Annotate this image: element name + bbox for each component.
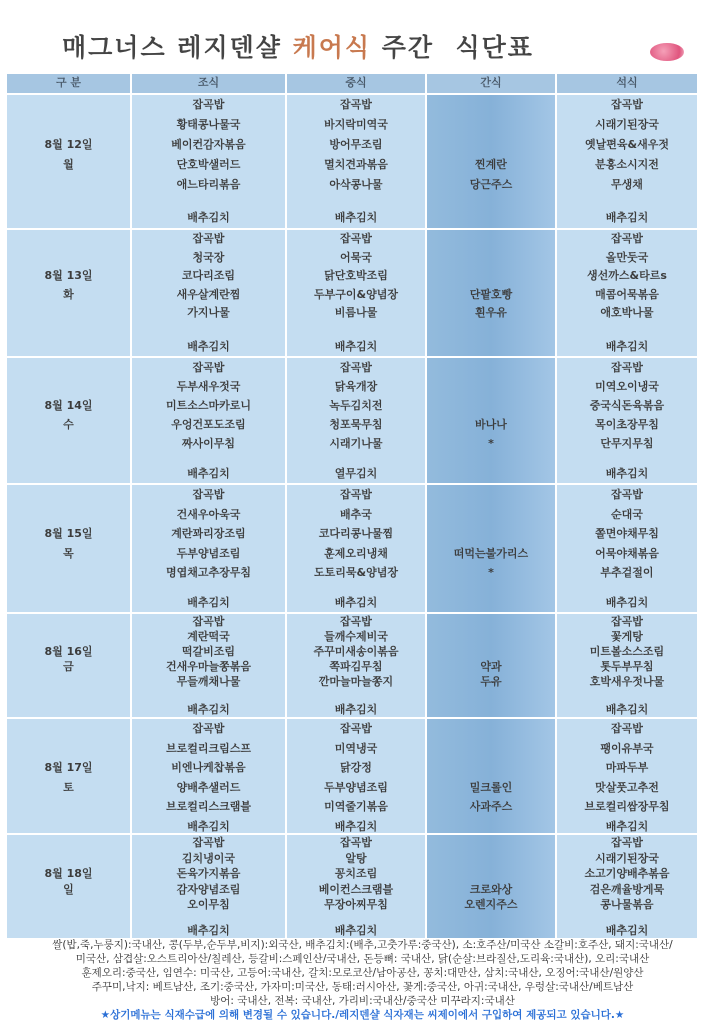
menu-table — [5, 72, 699, 940]
lunch-cell-content — [287, 95, 425, 228]
day-row — [6, 834, 698, 939]
lunch-item: 어묵국 — [340, 250, 372, 264]
breakfast-item: 건새우마늘쫑볶음 — [165, 660, 251, 673]
dinner-cell — [556, 834, 698, 939]
breakfast-item: 감자양념조림 — [176, 882, 241, 896]
lunch-item: 비름나물 — [334, 306, 378, 319]
lunch-item: 닭강정 — [340, 761, 372, 774]
breakfast-item: 우엉건포도조림 — [171, 418, 246, 431]
snack-cell — [426, 484, 556, 613]
dinner-item: 팽이유부국 — [600, 741, 654, 755]
dinner-cell — [556, 484, 698, 613]
lunch-item: 쪽파김무침 — [329, 660, 383, 673]
breakfast-cell-content — [132, 719, 285, 833]
date-label: 8월 12일 — [44, 138, 93, 151]
header-lunch: 중식 — [286, 73, 426, 94]
kimchi-item: 배추김치 — [334, 923, 378, 937]
lunch-item: 알탕 — [345, 851, 367, 865]
lunch-item: 두부양념조림 — [324, 780, 388, 794]
snack-item: 오렌지주스 — [464, 898, 518, 911]
breakfast-cell-content — [132, 614, 285, 717]
day-row — [6, 357, 698, 484]
page-title — [62, 28, 534, 64]
dinner-item: 콩나물볶음 — [600, 898, 654, 911]
lunch-cell — [286, 357, 426, 484]
dinner-item: 잡곡밥 — [611, 98, 643, 111]
snack-item: 바나나 — [475, 418, 507, 431]
breakfast-item: 잡곡밥 — [192, 361, 225, 374]
kimchi-item: 배추김치 — [187, 339, 230, 353]
notice-line: ★상기메뉴는 식재수급에 의해 변경될 수 있습니다./레지덴샬 식자재는 씨제이에서 구입하여 제공되고 있습니다.★ — [100, 1009, 625, 1021]
lunch-cell-content — [287, 358, 425, 483]
kimchi-item: 배추김치 — [605, 923, 649, 937]
breakfast-cell-content — [132, 358, 285, 483]
breakfast-item: 짜사이무침 — [181, 437, 236, 450]
dinner-item: 호박새우젓나물 — [589, 675, 665, 688]
snack-item: 사과주스 — [469, 800, 513, 813]
snack-cell-content — [427, 95, 555, 228]
kimchi-item: 배추김치 — [334, 819, 378, 833]
dinner-item: 잡곡밥 — [611, 722, 643, 735]
dinner-item: 검은깨율방게묵 — [589, 882, 665, 896]
kimchi-item: 배추김치 — [187, 819, 230, 833]
dinner-cell — [556, 357, 698, 484]
snack-item: 떠먹는불가리스 — [453, 546, 529, 560]
day-row — [6, 718, 698, 834]
breakfast-cell — [131, 613, 286, 718]
kimchi-item: 배추김치 — [187, 467, 230, 480]
lunch-cell-content — [287, 614, 425, 717]
breakfast-item: 코다리조림 — [181, 269, 236, 282]
breakfast-item: 브로컬리크림스프 — [165, 741, 251, 755]
dinner-cell — [556, 229, 698, 357]
snack-cell-content — [427, 835, 555, 938]
breakfast-item: 양배추샐러드 — [176, 780, 241, 794]
snack-cell — [426, 357, 556, 484]
date-cell-content — [7, 719, 130, 833]
kimchi-item: 배추김치 — [605, 339, 649, 353]
date-label: 8월 17일 — [44, 761, 93, 774]
lunch-item: 방어무조림 — [329, 138, 383, 151]
dinner-cell-content — [557, 719, 697, 833]
breakfast-item: 두부새우젓국 — [176, 380, 241, 393]
title-prefix: 매그너스 레지덴샬 — [62, 33, 293, 62]
lunch-item: 잡곡밥 — [340, 722, 372, 735]
dinner-item: 톳두부무침 — [600, 660, 654, 673]
snack-item: 단팥호빵 — [469, 287, 513, 301]
lunch-item: 잡곡밥 — [340, 98, 372, 111]
dinner-item: 시래기된장국 — [595, 851, 659, 865]
breakfast-item: 김치냉이국 — [181, 851, 236, 865]
breakfast-cell — [131, 718, 286, 834]
kimchi-item: 배추김치 — [605, 211, 649, 224]
snack-item: * — [488, 437, 494, 450]
breakfast-cell — [131, 94, 286, 229]
breakfast-item: 돈육가지볶음 — [176, 867, 241, 880]
breakfast-item: 미트소스마카로니 — [165, 399, 251, 412]
lunch-cell-content — [287, 835, 425, 938]
date-cell-content — [7, 230, 130, 356]
dinner-item: 꽃게탕 — [611, 630, 643, 643]
lunch-item: 코다리콩나물찜 — [318, 527, 394, 540]
snack-item: 밀크롤인 — [469, 780, 513, 794]
kimchi-item: 배추김치 — [187, 595, 230, 609]
kimchi-item: 배추김치 — [334, 211, 378, 224]
date-cell-content — [7, 358, 130, 483]
breakfast-item: 새우살계란찜 — [176, 287, 241, 301]
origin-line: 훈제오리:중국산, 임연수: 미국산, 고등어:국내산, 갈치:모로코산/남아공산, 꽁치:대만산, 삼치:국내산, 오징어:국내산/원양산 — [81, 967, 644, 979]
dinner-item: 옛날편육&새우젓 — [585, 138, 669, 151]
lunch-item: 도토리묵&양념장 — [314, 566, 398, 579]
origin-line: 미국산, 삼겹살:오스트리아산/칠레산, 등갈비:스페인산/국내산, 돈등뼈: 국내산, 닭(순살:브라질산,도리육:국내산), 오리:국내산 — [75, 953, 650, 965]
breakfast-item: 잡곡밥 — [192, 722, 225, 735]
snack-item: * — [488, 566, 494, 579]
breakfast-cell — [131, 357, 286, 484]
dinner-item: 미트볼소스조림 — [589, 645, 665, 658]
snack-cell — [426, 718, 556, 834]
header-category: 구 분 — [6, 73, 131, 94]
dinner-item: 잡곡밥 — [611, 232, 643, 245]
lunch-item: 닭단호박조림 — [324, 269, 388, 282]
breakfast-item: 비엔나케찹볶음 — [171, 761, 246, 774]
breakfast-item: 단호박샐러드 — [176, 158, 241, 171]
dinner-item: 애호박나물 — [600, 306, 654, 319]
day-row — [6, 484, 698, 613]
dinner-cell-content — [557, 614, 697, 717]
lunch-item: 무장아찌무침 — [324, 898, 388, 911]
lunch-item: 배추국 — [340, 507, 372, 521]
breakfast-item: 떡갈비조림 — [181, 645, 236, 658]
weekday-label: 토 — [63, 780, 74, 794]
lunch-item: 시래기나물 — [329, 437, 383, 450]
dinner-cell-content — [557, 358, 697, 483]
dinner-item: 목이초장무침 — [595, 418, 659, 431]
lunch-item: 바지락미역국 — [324, 118, 388, 131]
dinner-cell — [556, 613, 698, 718]
breakfast-item: 잡곡밥 — [192, 615, 225, 628]
breakfast-item: 잡곡밥 — [192, 836, 225, 849]
snack-item: 당근주스 — [469, 178, 513, 191]
origin-line: 주꾸미,낙지: 베트남산, 조기:중국산, 가자미:미국산, 동태:러시아산, 꽃게:중국산, 아귀:국내산, 우렁살:국내산/베트남산 — [91, 981, 634, 993]
snack-cell-content — [427, 230, 555, 356]
weekday-label: 목 — [63, 546, 74, 560]
lunch-cell — [286, 94, 426, 229]
lunch-item: 잡곡밥 — [340, 615, 372, 628]
breakfast-item: 청국장 — [192, 250, 225, 264]
breakfast-item: 잡곡밥 — [192, 232, 225, 245]
lunch-cell-content — [287, 230, 425, 356]
date-cell-content — [7, 835, 130, 938]
dinner-item: 분홍소시지전 — [595, 158, 659, 171]
lunch-item: 닭육개장 — [334, 380, 378, 393]
kimchi-item: 배추김치 — [605, 595, 649, 609]
dinner-cell-content — [557, 835, 697, 938]
dinner-item: 생선까스&타르s — [587, 269, 667, 282]
breakfast-cell-content — [132, 230, 285, 356]
lunch-item: 꽁치조림 — [334, 867, 378, 880]
dinner-item: 시래기된장국 — [595, 118, 659, 131]
date-cell — [6, 613, 131, 718]
origin-line: 방어: 국내산, 전복: 국내산, 가리비:국내산/중국산 미꾸라지:국내산 — [210, 995, 515, 1007]
lunch-item: 잡곡밥 — [340, 488, 372, 501]
breakfast-cell-content — [132, 485, 285, 612]
kimchi-item: 배추김치 — [605, 703, 649, 716]
lunch-item: 미역줄기볶음 — [324, 800, 388, 813]
kimchi-item: 배추김치 — [187, 703, 230, 716]
lunch-item: 깐마늘마늘쫑지 — [318, 675, 394, 688]
kimchi-item: 열무김치 — [334, 467, 378, 480]
breakfast-item: 명엽채고추장무침 — [165, 566, 251, 579]
snack-cell-content — [427, 358, 555, 483]
date-cell-content — [7, 614, 130, 717]
lunch-cell-content — [287, 485, 425, 612]
breakfast-item: 베이컨감자볶음 — [171, 138, 246, 151]
title-highlight: 케어식 — [292, 33, 372, 62]
kimchi-item: 배추김치 — [605, 819, 649, 833]
dinner-cell-content — [557, 230, 697, 356]
breakfast-item: 오이무침 — [187, 898, 230, 911]
day-row — [6, 613, 698, 718]
lunch-item: 멸치견과볶음 — [324, 158, 388, 171]
breakfast-item: 건새우아욱국 — [176, 507, 241, 521]
origin-line: 쌀(밥,죽,누룽지):국내산, 콩(두부,순두부,비지):외국산, 배추김치:(배추,고춧가루:중국산), 소:호주산/미국산 소갈비:호주산, 돼지:국내산/ — [52, 939, 673, 951]
date-cell — [6, 229, 131, 357]
dinner-cell — [556, 94, 698, 229]
lunch-cell — [286, 229, 426, 357]
kimchi-item: 배추김치 — [334, 339, 378, 353]
title-suffix: 주간 식단표 — [371, 33, 534, 62]
breakfast-item: 잡곡밥 — [192, 98, 225, 111]
day-row — [6, 94, 698, 229]
breakfast-cell — [131, 834, 286, 939]
lunch-item: 잡곡밥 — [340, 232, 372, 245]
snack-item: 약과 — [480, 660, 502, 673]
snack-cell-content — [427, 719, 555, 833]
lunch-item: 베이컨스크램블 — [318, 882, 394, 896]
dinner-item: 부추겉절이 — [600, 566, 654, 579]
breakfast-item: 가지나물 — [187, 306, 230, 319]
breakfast-item: 계란꽈리장조림 — [171, 527, 246, 540]
snack-cell-content — [427, 485, 555, 612]
kimchi-item: 배추김치 — [605, 467, 649, 480]
date-label: 8월 18일 — [44, 867, 93, 880]
kimchi-item: 배추김치 — [334, 595, 378, 609]
kimchi-item: 배추김치 — [187, 923, 230, 937]
dinner-cell-content — [557, 95, 697, 228]
date-label: 8월 15일 — [44, 527, 93, 540]
dinner-item: 소고기양배추볶음 — [584, 867, 670, 880]
dinner-item: 순대국 — [611, 507, 643, 521]
breakfast-item: 브로컬리스크램블 — [165, 800, 251, 813]
date-cell — [6, 834, 131, 939]
header-breakfast: 조식 — [131, 73, 286, 94]
snack-cell — [426, 613, 556, 718]
dinner-item: 미역오이냉국 — [595, 380, 659, 393]
date-cell-content — [7, 485, 130, 612]
weekday-label: 월 — [63, 158, 74, 171]
lunch-cell-content — [287, 719, 425, 833]
breakfast-item: 계란떡국 — [187, 630, 230, 643]
date-label: 8월 14일 — [44, 399, 93, 412]
header-dinner: 석식 — [556, 73, 698, 94]
snack-item: 두유 — [480, 675, 502, 688]
weekday-label: 일 — [63, 882, 74, 896]
lunch-item: 녹두김치전 — [329, 399, 383, 412]
date-label: 8월 13일 — [44, 269, 93, 282]
dinner-item: 매콤어묵볶음 — [595, 287, 659, 301]
dinner-item: 마파두부 — [605, 761, 649, 774]
flower-icon — [650, 43, 684, 61]
dinner-item: 브로컬리쌈장무침 — [584, 800, 670, 813]
dinner-item: 잡곡밥 — [611, 361, 643, 374]
breakfast-item: 잡곡밥 — [192, 488, 225, 501]
lunch-item: 아삭콩나물 — [329, 178, 383, 191]
lunch-item: 주꾸미새송이볶음 — [313, 645, 399, 658]
breakfast-cell — [131, 229, 286, 357]
snack-cell — [426, 834, 556, 939]
dinner-item: 맛살풋고추전 — [595, 780, 659, 794]
snack-item: 크로와상 — [469, 882, 513, 896]
date-cell — [6, 357, 131, 484]
dinner-item: 잡곡밥 — [611, 488, 643, 501]
lunch-cell — [286, 834, 426, 939]
dinner-cell — [556, 718, 698, 834]
kimchi-item: 배추김치 — [334, 703, 378, 716]
dinner-item: 중국식돈육볶음 — [589, 399, 665, 412]
dinner-item: 쫄면야채무침 — [595, 527, 659, 540]
origin-footer — [0, 938, 725, 1022]
lunch-item: 잡곡밥 — [340, 361, 372, 374]
date-label: 8월 16일 — [44, 645, 93, 658]
dinner-item: 단무지무침 — [600, 437, 654, 450]
breakfast-item: 애느타리볶음 — [176, 178, 241, 191]
breakfast-item: 무들깨채나물 — [176, 675, 241, 688]
lunch-item: 들깨수제비국 — [324, 630, 388, 643]
breakfast-item: 두부양념조림 — [176, 546, 241, 560]
weekday-label: 수 — [63, 418, 74, 431]
lunch-item: 미역냉국 — [334, 741, 378, 755]
dinner-item: 무생채 — [611, 178, 643, 191]
lunch-item: 두부구이&양념장 — [314, 287, 398, 301]
lunch-cell — [286, 718, 426, 834]
lunch-item: 청포묵무침 — [329, 418, 383, 431]
kimchi-item: 배추김치 — [187, 211, 230, 224]
dinner-item: 어묵야채볶음 — [595, 546, 659, 560]
lunch-item: 훈제오리냉채 — [324, 546, 388, 560]
snack-cell — [426, 229, 556, 357]
snack-cell-content — [427, 614, 555, 717]
dinner-item: 잡곡밥 — [611, 615, 643, 628]
lunch-cell — [286, 484, 426, 613]
breakfast-cell-content — [132, 835, 285, 938]
weekday-label: 화 — [63, 287, 74, 301]
breakfast-cell-content — [132, 95, 285, 228]
snack-item: 찐계란 — [475, 158, 507, 171]
dinner-item: 잡곡밥 — [611, 836, 643, 849]
lunch-item: 잡곡밥 — [340, 836, 372, 849]
date-cell-content — [7, 95, 130, 228]
lunch-cell — [286, 613, 426, 718]
date-cell — [6, 94, 131, 229]
snack-item: 흰우유 — [475, 306, 507, 319]
snack-cell — [426, 94, 556, 229]
dinner-cell-content — [557, 485, 697, 612]
breakfast-cell — [131, 484, 286, 613]
breakfast-item: 황태콩나물국 — [176, 118, 241, 131]
day-row — [6, 229, 698, 357]
header-row — [6, 73, 698, 94]
dinner-item: 올만둣국 — [605, 250, 649, 264]
date-cell — [6, 484, 131, 613]
weekday-label: 금 — [63, 660, 74, 673]
header-snack: 간식 — [426, 73, 556, 94]
date-cell — [6, 718, 131, 834]
